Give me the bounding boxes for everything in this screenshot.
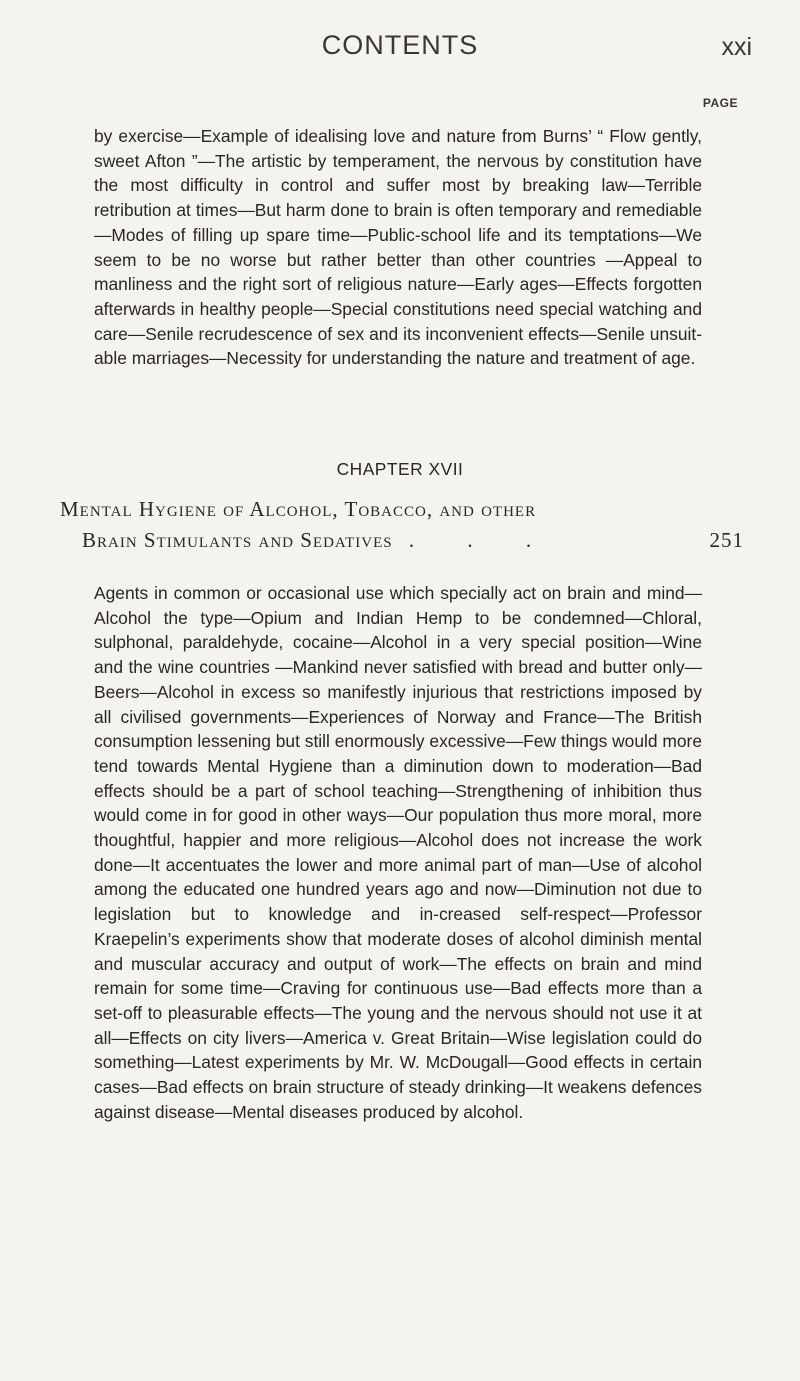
chapter-title xyxy=(60,494,744,556)
chapter-page-number: 251 xyxy=(709,528,744,552)
page-column-label: PAGE xyxy=(702,96,738,110)
chapter-title-line-2-row xyxy=(60,525,744,556)
chapter-number: CHAPTER XVII xyxy=(336,459,464,479)
chapter-xvi-summary-paragraph: by exercise—Example of idealising love and nature from Burns’ “ Flow gently, sweet Afton ”—The artistic by temperament, the nervous by constitution have the most difficulty in control and suffer most by breaking law—Terrible retribution at times—But harm done to brain is often temporary and remediable—Modes of filling up spare time—Public-school life and its temptations—We seem to be no worse but rather better than other countries —Appeal to manliness and the right sort of religious nature—Early ages—Effects forgotten afterwards in healthy people—Special constitutions need special watching and care—Senile recrudescence of sex and its inconvenient effects—Senile unsuit-able marriages—Necessity for understanding the nature and treatment of age. xyxy=(94,126,702,369)
chapter-title-line-1: Mental Hygiene of Alcohol, Tobacco, and other xyxy=(60,497,537,521)
dot-leader: . . . xyxy=(408,528,556,552)
chapter-xvii-summary-paragraph: Agents in common or occasional use which specially act on brain and mind—Alcohol the type—Opium and Indian Hemp to be condemned—Chloral, sulphonal, paraldehyde, cocaine—Alcohol in a very special position—Wine and the wine countries —Mankind never satisfied with bread and butter only—Beers—Alcohol in excess so manifestly injurious that restrictions imposed by all civilised governments—Experiences of Norway and France—The British consumption lessening but still enormously excessive—Few things would more tend towards Mental Hygiene than a diminution down to moderation—Bad effects should be a part of school teaching—Strengthening of inhibition thus would come in for good in other ways—Our population thus more moral, more thoughtful, happier and more religious—Alcohol does not increase the work done—It accentuates the lower and more animal part of man—Use of alcohol among the educated one hundred years ago and now—Diminution not due to legislation but to knowledge and in-creased self-respect—Professor Kraepelin’s experiments show that moderate doses of alcohol diminish mental and muscular accuracy and output of work—The effects on brain and mind remain for some time—Craving for continuous use—Bad effects more than a set-off to pleasurable effects—The young and the nervous should not use it at all—Effects on city livers—America v. Great Britain—Wise legislation could do something—Latest experiments by Mr. W. McDougall—Good effects in certain cases—Bad effects on brain structure of steady drinking—It weakens defences against disease—Mental diseases produced by alcohol. xyxy=(94,583,702,1122)
chapter-title-line-2: Brain Stimulants and Sedatives xyxy=(82,528,393,552)
running-head: CONTENTS xyxy=(321,30,479,60)
page-number: xxi xyxy=(721,33,752,61)
